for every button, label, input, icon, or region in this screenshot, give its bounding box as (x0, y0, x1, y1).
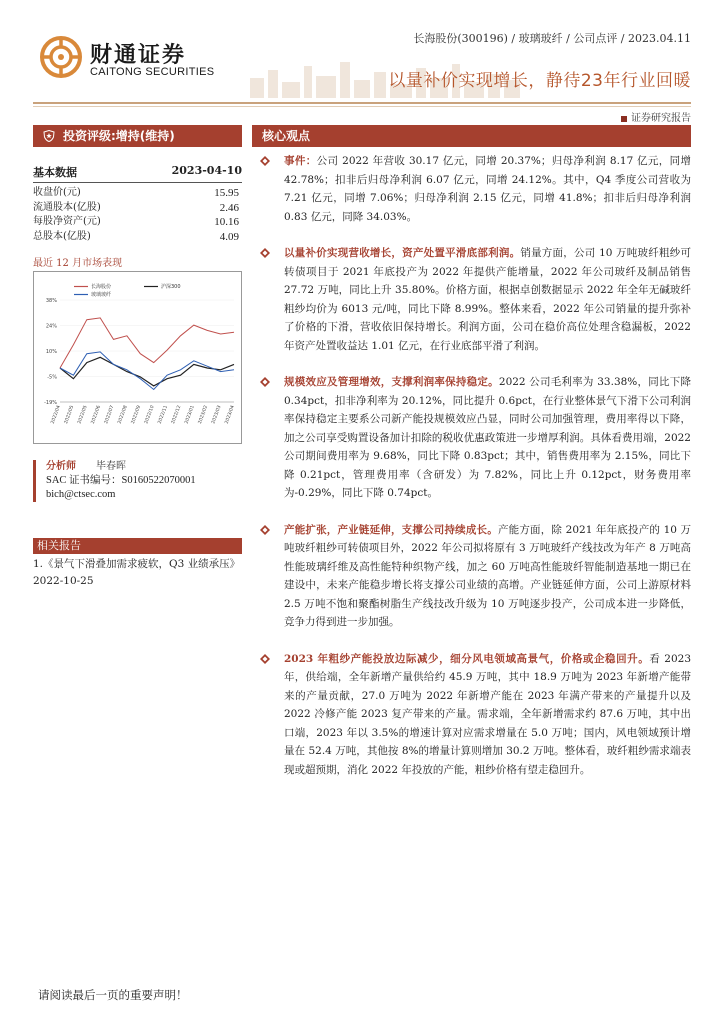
analyst-email[interactable]: bich@ctsec.com (46, 489, 116, 500)
performance-chart-svg (34, 272, 241, 443)
row-label: 收盘价(元) (33, 187, 81, 198)
rating-text: 投资评级:增持(维持) (63, 129, 175, 143)
header-divider-thin (33, 106, 691, 107)
y-tick-label: -19% (44, 400, 57, 406)
legend-label: 玻璃玻纤 (91, 292, 112, 298)
table-row (33, 186, 242, 201)
list-item (258, 152, 691, 226)
row-label: 每股净资产(元) (33, 216, 101, 227)
performance-chart (33, 271, 242, 444)
table-row (33, 215, 242, 230)
x-tick-label: 2023/02 (197, 404, 210, 425)
list-item (258, 244, 691, 355)
analyst-accent-bar (33, 460, 36, 502)
diamond-bullet-icon (260, 156, 270, 166)
x-tick-label: 2022/05 (77, 404, 89, 425)
paragraph-lead: 以量补价实现营收增长，资产处置平滑底部利润。 (284, 247, 521, 259)
paragraph-text: 2022 公司毛利率为 33.38%，同比下降 0.34pct，扣非净利率为 20.12%，同比提升 0.6pct，在行业整体景气下滑下公司利润率保持稳定主要系公司新产能投规模效应凸显，同时公司加强管理，费用率得以下降，加之公司享受购置设备加计扣除的税收优惠政策进一步增厚利润。具体看费用端，2022 公司期间费用率为 9.68%，同比下降 0.83pct；其中，销售费用率为 2.15%，同比下降 0.21pct，管理费用率（含研发）为 7.82%，同比上升 0.12pct，财务费用率为-0.29%，同比下降 0.74pct。 (284, 376, 691, 499)
x-tick-label: 2023/04 (224, 404, 236, 425)
x-tick-label: 2022/06 (90, 404, 103, 425)
footer-disclaimer: 请阅读最后一页的重要声明！ (38, 988, 188, 1002)
analyst-name: 毕春晖 (96, 461, 126, 472)
y-tick-label: -5% (47, 374, 57, 381)
header-divider (33, 102, 691, 104)
diamond-bullet-icon (260, 377, 270, 387)
report-meta: 长海股份(300196) / 玻璃玻纤 / 公司点评 / 2023.04.11 (413, 32, 691, 45)
y-tick-label: 10% (45, 349, 57, 355)
doc-type-label: 证券研究报告 (631, 113, 691, 124)
doc-type (621, 109, 691, 124)
x-tick-label: 2022/09 (130, 404, 143, 425)
related-report-item[interactable]: 1.《景气下滑叠加需求疲软，Q3 业绩承压》 2022-10-25 (33, 558, 241, 587)
paragraph-text: 销量方面，公司 10 万吨玻纤粗纱可转债项目于 2021 年底投产为 2022 年提供产能增量，2022 年公司玻纤及制品销售 27.72 万吨，同比上升 35.80%。价格方面，根据卓创数据显示 2022 年全年无碱玻纤粗纱均价为 6013 元/吨，同比下降 8.99%。整体来看，2022 年公司销量的提升弥补了价格的下滑，营收依旧保持增长。利润方面，公司在稳价高位处理含稳漏板，2022 年资产处置收益达 1.01 亿元，在行业底部平滑了利润。 (284, 247, 691, 352)
basic-data-date: 2023-04-10 (171, 164, 242, 177)
x-tick-label: 2022/12 (171, 404, 183, 425)
series-line-2 (60, 352, 234, 390)
rating-banner (33, 125, 242, 147)
table-row (33, 230, 242, 245)
analyst-block (46, 460, 242, 502)
caitong-logo-icon (40, 36, 82, 78)
x-tick-label: 2022/05 (64, 404, 76, 425)
square-bullet-icon (621, 116, 627, 122)
paragraph-text: 产能方面，除 2021 年年底投产的 10 万吨玻纤粗纱可转债项目外，2022 年公司拟将原有 3 万吨玻纤产线技改为年产 8 万吨高性能玻璃纤维及高性能特种织物产线，加之 60 万吨高性能玻纤智能制造基地一期已在建设中，未来产能稳步增长将支撑公司业绩的高增。产业链延伸方面，公司上游原材料 2.5 万吨不饱和聚酯树脂生产线技改升级为 10 万吨逐步投产，公司成本进一步降低，竞争力得到进一步加强。 (284, 523, 692, 628)
report-title: 以量补价实现增长，静待23年行业回暖 (388, 71, 691, 91)
diamond-bullet-icon (260, 654, 270, 664)
paragraph-text: 公司 2022 年营收 30.17 亿元，同增 20.37%；归母净利润 8.17 亿元，同增 42.78%；扣非后归母净利润 6.07 亿元，同增 24.12%。其中，Q4 季度公司营收为 7.21 亿元，同增 7.06%；归母净利润 2.15 亿元，同增 41.8%；扣非后归母净利润 0.83 亿元，同降 34.03%。 (284, 155, 692, 223)
paragraph-lead: 2023 年粗纱产能投放边际减少，细分风电领域高景气，价格或企稳回升。 (284, 652, 650, 665)
paragraph-text: 看 2023 年，供给端，全年新增产量供给约 45.9 万吨，其中 18.9 万吨为 2023 年新增产能带来的产量贡献，27.0 万吨为 2022 年新增产能在 2023 年满产带来的产量提升以及 2022 冷修产能 2023 复产带来的产量。需求端，全年新增需求约 87.6 万吨，其中出口端，2023 年以 3.5%的增速计算对应需求增量在 5.0 万吨；国内，风电领域预计增量在 52.4 万吨，其他按 8%的增量计算则增加 30.2 万吨。整体看，玻纤粗纱需求端表现或超预期，消化 2022 年投放的产能，粗纱价格有望走稳回升。 (284, 652, 691, 776)
x-tick-label: 2022/11 (157, 404, 169, 425)
logo-en: CAITONG SECURITIES (90, 66, 215, 78)
core-heading: 核心观点 (252, 125, 691, 147)
x-tick-label: 2022/04 (50, 404, 62, 425)
x-tick-label: 2023/01 (184, 404, 196, 425)
shield-star-icon (43, 130, 55, 142)
table-row (33, 201, 242, 216)
row-value: 10.16 (214, 216, 239, 228)
paragraph-lead: 事件： (284, 155, 317, 167)
x-tick-label: 2023/03 (211, 404, 223, 425)
core-content (258, 152, 691, 779)
series-line-1 (60, 357, 234, 386)
row-label: 流通股本(亿股) (33, 201, 101, 213)
company-logo (40, 36, 220, 86)
row-value: 4.09 (219, 230, 239, 243)
analyst-sac: SAC 证书编号：S0160522070001 (46, 475, 196, 486)
row-label: 总股本(亿股) (33, 230, 91, 242)
basic-data-table (33, 164, 242, 244)
row-value: 15.95 (214, 187, 239, 199)
list-item (258, 373, 691, 503)
list-item (258, 521, 691, 632)
row-value: 2.46 (219, 201, 239, 214)
y-tick-label: 24% (45, 323, 57, 330)
basic-data-header (33, 164, 242, 183)
analyst-label: 分析师 (46, 461, 76, 472)
legend-label: 长海股份 (91, 284, 112, 290)
diamond-bullet-icon (260, 248, 270, 258)
logo-cn: 财通证券 (90, 43, 187, 68)
x-tick-label: 2022/07 (104, 404, 116, 425)
list-item (258, 650, 691, 780)
y-tick-label: 38% (45, 298, 57, 304)
related-reports-heading: 相关报告 (33, 538, 242, 554)
x-tick-label: 2022/08 (117, 404, 129, 425)
diamond-bullet-icon (260, 525, 270, 535)
performance-label: 最近 12 月市场表现 (33, 258, 123, 269)
paragraph-lead: 产能扩张，产业链延伸，支撑公司持续成长。 (284, 523, 498, 536)
paragraph-lead: 规模效应及管理增效，支撑利润率保持稳定。 (284, 376, 499, 388)
x-tick-label: 2022/10 (144, 404, 156, 425)
basic-data-heading: 基本数据 (33, 166, 77, 179)
legend-label: 沪深300 (161, 284, 181, 290)
